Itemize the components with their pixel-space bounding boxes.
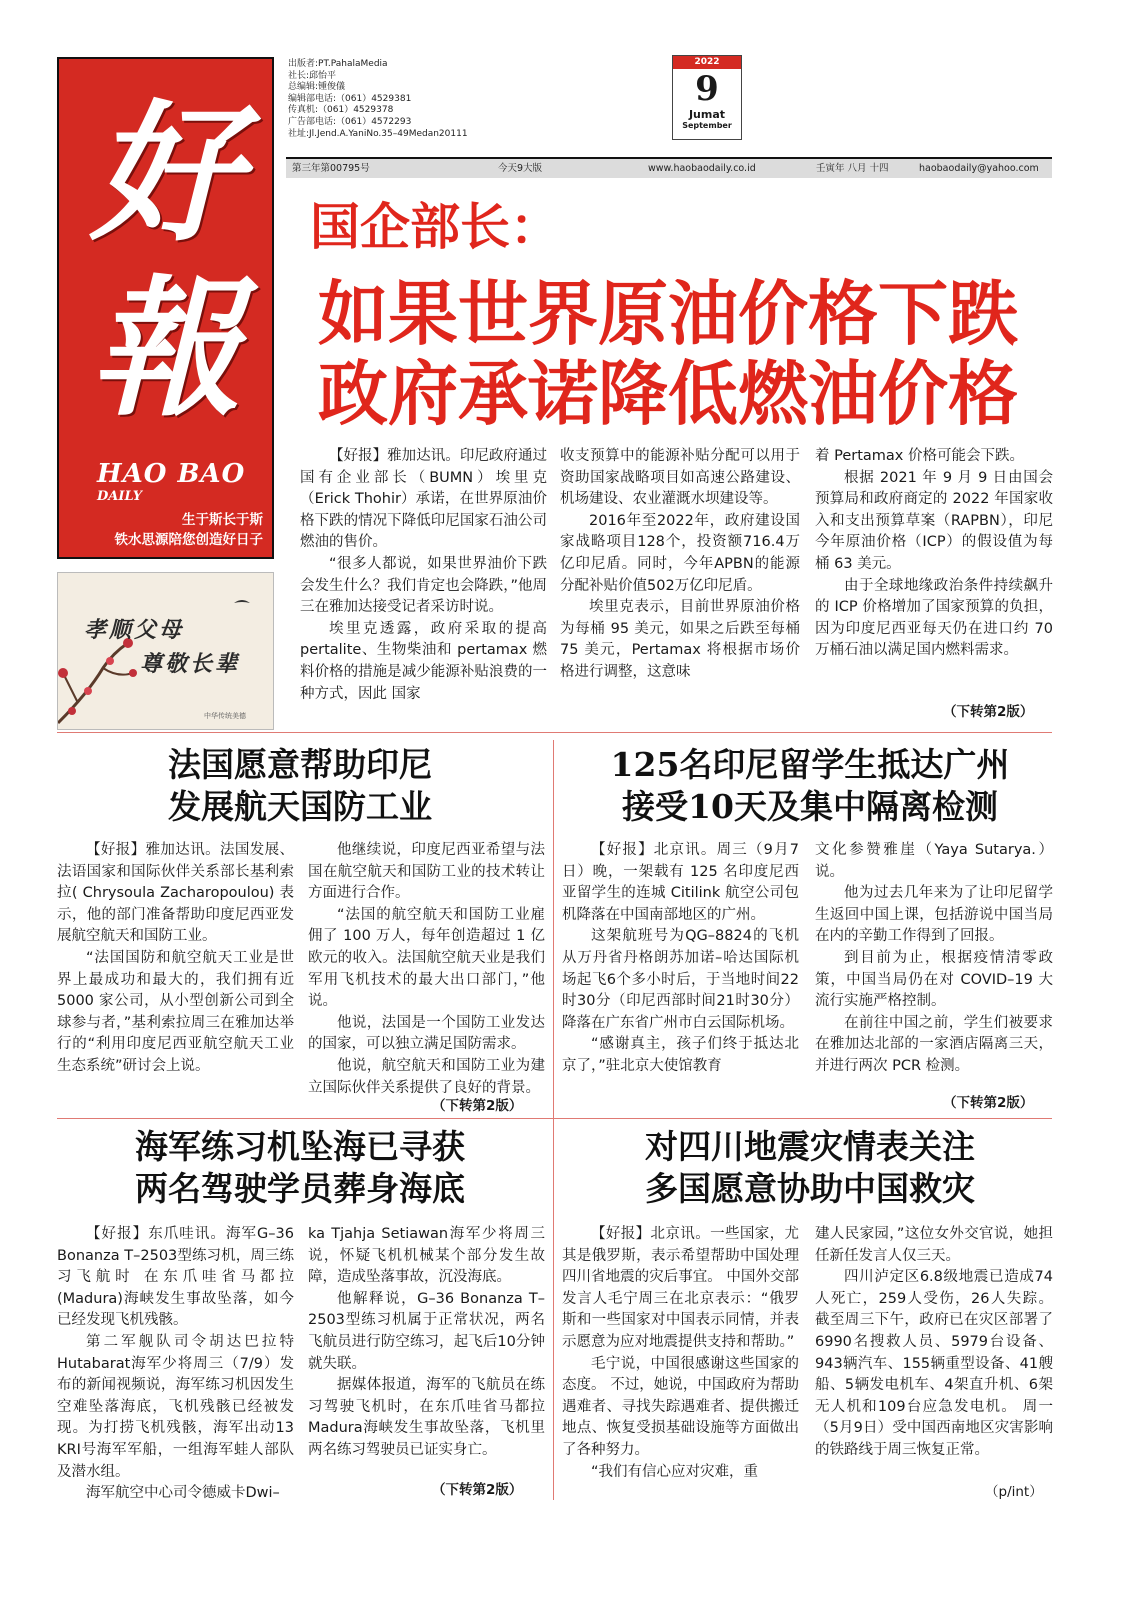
sichuan-paragraph: 毛宁说，中国很感谢这些国家的态度。 不过，她说，中国政府为帮助遇难者、寻找失踪遇难者、提供搬迁地点、恢复受损基础设施等方面做出了各种努力。 [562, 1355, 799, 1458]
france-paragraph: 他说，航空航天和国防工业为建立国际伙伴关系提供了良好的背景。 [308, 1057, 545, 1096]
calendar-day: 9 [695, 69, 719, 109]
navy-title-line-1: 海军练习机坠海已寻获 [135, 1127, 465, 1166]
france-paragraph: 他继续说，印度尼西亚希望与法国在航空航天和国防工业的技术转让方面进行合作。 [308, 842, 545, 902]
logo-char-bao: 報 [90, 261, 241, 437]
france-paragraph: “法国国防和航空航天工业是世界上最成功和最大的，我们拥有近 5000 家公司，从小型创新公司到全球参与者，”基利索拉周三在雅加达举行的“利用印度尼西亚航空航天工业生态系统”研讨会上说。 [57, 949, 294, 1074]
credit-editor-in-chief: 总编辑:锺俊儀 [288, 82, 346, 93]
france-paragraph: “法国的航空航天和国防工业雇佣了 100 万人，每年创造超过 1 亿欧元的收入。法国航空航天业是我们军用飞机技术的最大出口部门，”他说。 [308, 906, 545, 1010]
students-paragraph: 他为过去几年来为了让印尼留学生返回中国上课，包括游说中国当局在内的辛勤工作得到了回报。 [815, 885, 1053, 945]
motto-box [57, 572, 274, 730]
lead-paragraph: “很多人都说，如果世界油价下跌会发生什么？我们肯定也会降跌，”他周三在雅加达接受记者采访时说。 [300, 555, 547, 616]
slogan-line-1: 生于斯长于斯 [182, 512, 263, 528]
students-paragraph: 【好报】北京讯。周三（9月7日）晚，一架载有 125 名印度尼西亚留学生的连城 Citilink 航空公司包机降落在中国南部地区的广州。 [562, 842, 799, 923]
date-calendar [672, 55, 742, 140]
lead-continued-note[interactable]: （下转第2版） [943, 704, 1034, 720]
section-divider [57, 732, 1052, 733]
lead-kicker: 国企部长： [310, 198, 560, 256]
sichuan-paragraph: 四川泸定区6.8级地震已造成74人死亡，259人受伤，26人失踪。 截至周三下午，政府已在灾区部署了6990名搜救人员、5979台设备、943辆汽车、155辆重型设备、41艘船、5辆发电机车、4架直升机、6架无人机和109台应急发电机。 周一（5月9日）受中国西南地区灾害影响的铁路线于周三恢复正常。 [815, 1269, 1053, 1458]
navy-paragraph: 海军航空中心司令德威卡Dwi– [86, 1485, 280, 1502]
logo-char-hao: 好 [90, 86, 241, 262]
navy-column-1 [57, 1224, 294, 1505]
students-paragraph: 文化参赞雅崖（Yaya Sutarya.）说。 [815, 842, 1053, 880]
students-column-1 [562, 840, 799, 1078]
lunar-date: 壬寅年 八月 十四 [816, 163, 889, 174]
students-paragraph: 到目前为止，根据疫情清零政策，中国当局仍在对 COVID–19 大流行实施严格控制。 [815, 949, 1053, 1010]
lead-paragraph: 收支预算中的能源补贴分配可以用于资助国家战略项目如高速公路建设、机场建设、农业灌溉水坝建设等。 [560, 448, 800, 508]
france-column-1 [57, 840, 294, 1078]
logo-english-name: HAO BAO [97, 459, 246, 489]
france-paragraph: 他说，法国是一个国防工业发达的国家，可以独立满足国防需求。 [308, 1014, 545, 1053]
credit-address: 社址:Jl.Jend.A.YaniNo.35–49Medan20111 [288, 128, 468, 139]
students-title-line-2: 接受10天及集中隔离检测 [622, 787, 998, 826]
masthead-logo [57, 57, 274, 559]
france-title-line-1: 法国愿意帮助印尼 [168, 745, 432, 784]
france-title-line-2: 发展航天国防工业 [168, 787, 432, 826]
lead-paragraph: 2016年至2022年，政府建设国家战略项目128个，投资额716.4万亿印尼盾。同时，今年APBN的能源分配补贴价值502万亿印尼盾。 [560, 512, 800, 594]
navy-title-line-2: 两名驾驶学员葬身海底 [135, 1169, 465, 1208]
students-title-line-1: 125名印尼留学生抵达广州 [610, 745, 1010, 784]
lead-column-3 [815, 446, 1053, 662]
credit-ads-phone: 广告部电话:（061）4572293 [288, 116, 412, 127]
issue-info-bar [286, 157, 1052, 178]
navy-paragraph: 【好报】东爪哇讯。海军G–36 Bonanza T–2503型练习机，周三练习飞航时 在东爪哇省马都拉(Madura)海峡发生事故坠落，如今已经发现飞机残骸。 [57, 1226, 294, 1329]
calendar-weekday: Jumat [688, 108, 726, 121]
lead-paragraph: 【好报】雅加达讯。印尼政府通过国有企业部长（BUMN）埃里克（Erick Thohir）承诺，在世界原油价格下跌的情况下降低印尼国家石油公司燃油的售价。 [300, 448, 547, 551]
students-paragraph: “感谢真主，孩子们终于抵达北京了，”驻北京大使馆教育 [562, 1036, 799, 1074]
website-link[interactable]: www.haobaodaily.co.id [648, 163, 756, 174]
sichuan-column-1 [562, 1224, 799, 1483]
credit-fax: 传真机:（061）4529378 [288, 105, 394, 116]
lead-headline-line-1: 如果世界原油价格下跌 [318, 273, 1018, 355]
sichuan-column-2 [815, 1224, 1053, 1462]
lead-paragraph: 埃里克表示，目前世界原油价格为每桶 95 美元，如果之后跌至每桶 75 美元，Pertamax 将根据市场价格进行调整，这意味 [560, 599, 800, 680]
navy-continued-note[interactable]: （下转第2版） [432, 1482, 523, 1498]
slogan-line-2: 铁水思源陪您创造好日子 [114, 532, 263, 548]
calendar-year: 2022 [673, 56, 741, 69]
lead-headline-line-2: 政府承诺降低燃油价格 [318, 353, 1018, 435]
issue-number: 第三年第00795号 [292, 163, 370, 174]
credit-president: 社长:邱怡平 [288, 70, 337, 81]
sichuan-title-line-2: 多国愿意协助中国救灾 [645, 1169, 975, 1208]
students-paragraph: 在前往中国之前，学生们被要求在雅加达北部的一家酒店隔离三天，并进行两次 PCR 检测。 [815, 1014, 1053, 1074]
sichuan-paragraph: 建人民家园，”这位女外交官说，她担任新任发言人仅三天。 [815, 1226, 1053, 1264]
students-continued-note[interactable]: （下转第2版） [943, 1095, 1034, 1111]
sichuan-paragraph: “我们有信心应对灾难，重 [591, 1463, 759, 1480]
france-column-2 [308, 840, 545, 1099]
lead-paragraph: 着 Pertamax 价格可能会下跌。 [815, 448, 1024, 464]
lead-column-2 [560, 446, 800, 684]
navy-paragraph: ka Tjahja Setiawan海军少将周三说，怀疑飞机机械某个部分发生故障，造成坠落事故，沉没海底。 [308, 1226, 545, 1286]
lead-paragraph: 埃里克透露，政府采取的提高 pertalite、生物柴油和 pertamax 燃料价格的措施是减少能源补贴浪费的一种方式，因此 国家 [300, 620, 547, 702]
navy-column-2 [308, 1224, 545, 1462]
column-divider [553, 740, 554, 1500]
navy-paragraph: 他解释说，G–36 Bonanza T–2503型练习机属于正常状况，两名飞航员进行防空练习，起飞后10分钟就失联。 [308, 1290, 545, 1372]
credit-editorial-phone: 编辑部电话:（061）4529381 [288, 93, 412, 104]
lead-paragraph: 由于全球地缘政治条件持续飙升的 ICP 价格增加了国家预算的负担，因为印度尼西亚每天仍在进口约 70 万桶石油以满足国内燃料需求。 [815, 577, 1053, 659]
motto-line-2: 尊敬长辈 [140, 651, 241, 677]
section-divider [57, 1118, 1052, 1119]
sichuan-paragraph: 【好报】北京讯。一些国家，尤其是俄罗斯，表示希望帮助中国处理四川省地震的灾后事宜。 中国外交部发言人毛宁周三在北京表示：“俄罗斯和一些国家对中国表示同情，并表示愿意为应对地震提供支持和帮助。” [562, 1226, 799, 1350]
page-count: 今天9大版 [498, 163, 543, 174]
sichuan-source-note: （p/int） [985, 1484, 1043, 1500]
credit-publisher: 出版者:PT.PahalaMedia [288, 59, 388, 69]
email-link[interactable]: haobaodaily@yahoo.com [919, 163, 1039, 174]
lead-paragraph: 根据 2021 年 9 月 9 日由国会预算局和政府商定的 2022 年国家收入和支出预算草案（RAPBN），印尼今年原油价格（ICP）的假设值为每桶 63 美元。 [815, 469, 1053, 572]
france-paragraph: 【好报】雅加达讯。法国发展、法语国家和国际伙伴关系部长基利索拉( Chrysoula Zacharopoulou) 表示，他的部门准备帮助印度尼西亚发展航空航天和国防工业。 [57, 842, 294, 945]
logo-english-sub: DAILY [97, 489, 143, 504]
france-continued-note[interactable]: （下转第2版） [432, 1098, 523, 1114]
lead-column-1 [300, 446, 547, 705]
students-paragraph: 这架航班号为QG–8824的飞机从万丹省丹格朗苏加诺–哈达国际机场起飞6个多小时后，于当地时间22时30分（印尼西部时间21时30分）降落在广东省广州市白云国际机场。 [562, 928, 799, 1031]
publisher-credits [288, 59, 468, 140]
navy-paragraph: 第二军舰队司令胡达巴拉特Hutabarat海军少将周三（7/9）发布的新闻视频说，海军练习机因发生空难坠落海底，飞机残骸已经被发现。为打捞飞机残骸，海军出动13 KRI号海军军船，一组海军蛙人部队及潜水组。 [57, 1333, 294, 1480]
calendar-month: September [682, 121, 732, 130]
sichuan-title-line-1: 对四川地震灾情表关注 [645, 1127, 975, 1166]
motto-credit: 中华传统美德 [204, 712, 246, 720]
students-column-2 [815, 840, 1053, 1078]
motto-line-1: 孝顺父母 [84, 617, 185, 643]
navy-paragraph: 据媒体报道，海军的飞航员在练习驾驶飞机时，在东爪哇省马都拉Madura海峡发生事故坠落，飞机里两名练习驾驶员已证实身亡。 [308, 1377, 545, 1458]
